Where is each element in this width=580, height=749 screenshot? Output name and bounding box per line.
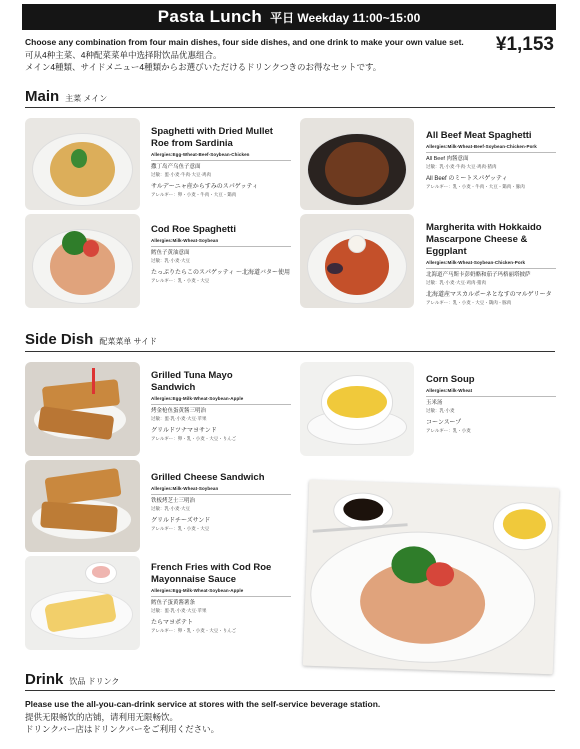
item-name-chinese: 玉米汤: [426, 400, 443, 406]
item-allergens-japanese: アレルギー：乳・小麦・大豆: [151, 278, 210, 283]
drink-english: Please use the all-you-can-drink service at stores with the self-service beverage station.: [25, 699, 381, 709]
item-allergens: Allergies:Milk-Wheat-Soybean: [151, 238, 219, 243]
item-allergens-chinese: 过敏：乳·小麦: [426, 408, 455, 413]
meat-sauce-pasta: [325, 142, 389, 197]
divider: [151, 494, 291, 495]
item-name: Grilled Tuna Mayo Sandwich: [151, 370, 233, 393]
photo-margherita-eggplant: [300, 214, 414, 308]
item-name: Margherita with Hokkaido Mascarpone Cheese & Eggplant: [426, 222, 542, 257]
item-allergens-japanese: アレルギー：乳・小麦・大豆: [151, 526, 210, 531]
menu-item-corn-soup[interactable]: [426, 374, 556, 434]
item-allergens: Allergies:Milk-Wheat-Soybean-Chicken-Pork: [426, 260, 526, 265]
intro-text: [25, 36, 495, 74]
item-name: Cod Roe Spaghetti: [151, 224, 236, 235]
menu-title: Pasta Lunch: [157, 7, 263, 26]
item-allergens-chinese: 过敏：蛋·乳·小麦·大豆·苹果: [151, 608, 207, 613]
divider: [151, 160, 291, 161]
item-name: Spaghetti with Dried Mullet Roe from Sardinia: [151, 126, 273, 149]
menu-item-mullet-roe-spaghetti[interactable]: [151, 126, 291, 198]
photo-mullet-roe-spaghetti: [25, 118, 140, 210]
item-name-chinese: 北海道产马斯卡彭奶酪和茄子玛格丽塔披萨: [426, 272, 531, 278]
section-side-title: Side Dish: [25, 331, 94, 348]
item-name-chinese: 铁板烤芝士三明治: [151, 498, 196, 504]
cod-roe-mayo: [92, 566, 110, 577]
item-allergens: Allergies:Egg-Milk-Wheat-Soybean-Apple: [151, 396, 244, 401]
drink-info: [25, 698, 380, 736]
item-name-japanese: サルデーニャ産からすみのスパゲッティ: [151, 184, 258, 190]
item-name: All Beef Meat Spaghetti: [426, 130, 532, 141]
item-name: Corn Soup: [426, 374, 475, 385]
item-name: Grilled Cheese Sandwich: [151, 472, 265, 483]
item-allergens: Allergies:Milk-Wheat-Soybean: [151, 486, 219, 491]
menu-item-cod-roe-fries[interactable]: [151, 562, 291, 634]
set-price: ¥1,153: [495, 34, 554, 55]
item-allergens-chinese: 过敏：乳·小麦·大豆·鸡肉·猪肉: [426, 280, 486, 285]
service-hours: 平日 Weekday 11:00~15:00: [270, 10, 421, 25]
sandwich-bottom: [40, 502, 118, 533]
header-bar: [22, 4, 556, 30]
item-name-japanese: グリルドチーズサンド: [151, 518, 211, 524]
item-allergens-japanese: アレルギー：卵・乳・小麦・大豆・りんご: [151, 436, 237, 441]
item-allergens-japanese: アレルギー：卵・小麦・牛肉・大豆・鶏肉: [151, 192, 237, 197]
section-side-rule: [25, 351, 555, 352]
item-allergens-chinese: 过敏：蛋·小麦·牛肉·大豆·鸡肉: [151, 172, 211, 177]
photo-tuna-mayo-sandwich: [25, 362, 140, 456]
menu-item-cod-roe-spaghetti[interactable]: [151, 224, 291, 284]
item-name-japanese: グリルドツナマヨサンド: [151, 428, 217, 434]
photo-set-example: [303, 480, 559, 675]
item-allergens-japanese: アレルギー：乳・小麦: [426, 428, 471, 433]
section-drink-subtitle: 饮品 ドリンク: [69, 677, 120, 686]
divider: [426, 268, 556, 269]
photo-grilled-cheese-sandwich: [25, 460, 140, 552]
item-name-japanese: たっぷりたらこのスパゲッティ ～北海道バター使用: [151, 270, 290, 276]
divider: [426, 152, 556, 153]
sandwich-top: [44, 468, 121, 506]
section-main-title: Main: [25, 88, 60, 105]
divider: [151, 596, 291, 597]
tomato-garnish: [83, 240, 99, 257]
menu-item-margherita-eggplant[interactable]: [426, 222, 556, 306]
section-main: [25, 88, 107, 105]
item-name-japanese: All Beef のミートスパゲッティ: [426, 176, 508, 182]
divider: [151, 404, 291, 405]
corn-soup: [327, 386, 386, 418]
divider: [151, 246, 291, 247]
intro-japanese: メイン4種類、サイドメニュー4種類からお選びいただけるドリンクつきのお得なセットです。: [25, 62, 382, 72]
sandwich-pick: [92, 368, 95, 394]
item-allergens-chinese: 过敏：乳·小麦·大豆: [151, 506, 190, 511]
menu-item-beef-meat-spaghetti[interactable]: [426, 130, 556, 190]
item-allergens: Allergies:Milk-Wheat: [426, 388, 473, 393]
section-main-subtitle: 主菜 メイン: [65, 94, 108, 103]
photo-corn-soup: [300, 362, 414, 456]
item-allergens-japanese: アレルギー：乳・小麦・大豆・鶏肉・豚肉: [426, 300, 512, 305]
item-allergens-chinese: 过敏：乳·小麦·大豆: [151, 258, 190, 263]
photo-beef-meat-spaghetti: [300, 118, 414, 210]
item-name-japanese: コーンスープ: [426, 420, 462, 426]
section-drink: [25, 671, 119, 688]
section-main-rule: [25, 107, 555, 108]
item-name-japanese: 北海道産マスカルポーネとなすのマルゲリータ: [426, 292, 552, 298]
item-name-japanese: たらマヨポテト: [151, 620, 194, 626]
item-allergens: Allergies:Milk-Wheat-Beef-Soybean-Chicken-Pork: [426, 144, 537, 149]
item-allergens-japanese: アレルギー：乳・小麦・牛肉・大豆・鶏肉・豚肉: [426, 184, 525, 189]
photo-cod-roe-spaghetti: [25, 214, 140, 308]
item-name: French Fries with Cod Roe Mayonnaise Sauce: [151, 562, 272, 585]
section-drink-rule: [25, 690, 555, 691]
intro-english: Choose any combination from four main dishes, four side dishes, and one drink to make your own value set.: [25, 37, 464, 47]
drink-chinese: 提供无限畅饮的店铺，请利用无限畅饮。: [25, 711, 179, 722]
menu-item-grilled-cheese-sandwich[interactable]: [151, 472, 291, 532]
section-drink-title: Drink: [25, 671, 64, 688]
item-allergens-chinese: 过敏：乳·小麦·牛肉·大豆·鸡肉·猪肉: [426, 164, 497, 169]
item-name-chinese: 撒丁岛产乌鱼子意面: [151, 164, 201, 170]
item-name-chinese: All Beef 肉酱意面: [426, 156, 469, 162]
section-side-subtitle: 配菜菜单 サイド: [99, 337, 158, 346]
intro-chinese: 可从4种主菜、4种配菜菜单中选择附饮品优惠组合。: [25, 49, 222, 60]
item-allergens-japanese: アレルギー：卵・乳・小麦・大豆・りんご: [151, 628, 237, 633]
item-name-chinese: 鳕鱼子黄油意面: [151, 250, 190, 256]
item-name-chinese: 烤金枪鱼蛋黄酱三明治: [151, 408, 207, 414]
photo-cod-roe-fries: [25, 556, 140, 650]
section-side: [25, 331, 157, 348]
herb-garnish: [71, 149, 87, 167]
item-allergens: Allergies:Egg-Milk-Wheat-Soybean-Apple: [151, 588, 244, 593]
menu-item-tuna-mayo-sandwich[interactable]: [151, 370, 291, 442]
drink-japanese: ドリンクバー店はドリンクバーをご利用ください。: [25, 724, 220, 734]
divider: [426, 396, 556, 397]
item-allergens-chinese: 过敏：蛋·乳·小麦·大豆·苹果: [151, 416, 207, 421]
item-allergens: Allergies:Egg-Wheat-Beef-Soybean-Chicken: [151, 152, 250, 157]
item-name-chinese: 鳕鱼子蛋黄酱薯条: [151, 600, 196, 606]
